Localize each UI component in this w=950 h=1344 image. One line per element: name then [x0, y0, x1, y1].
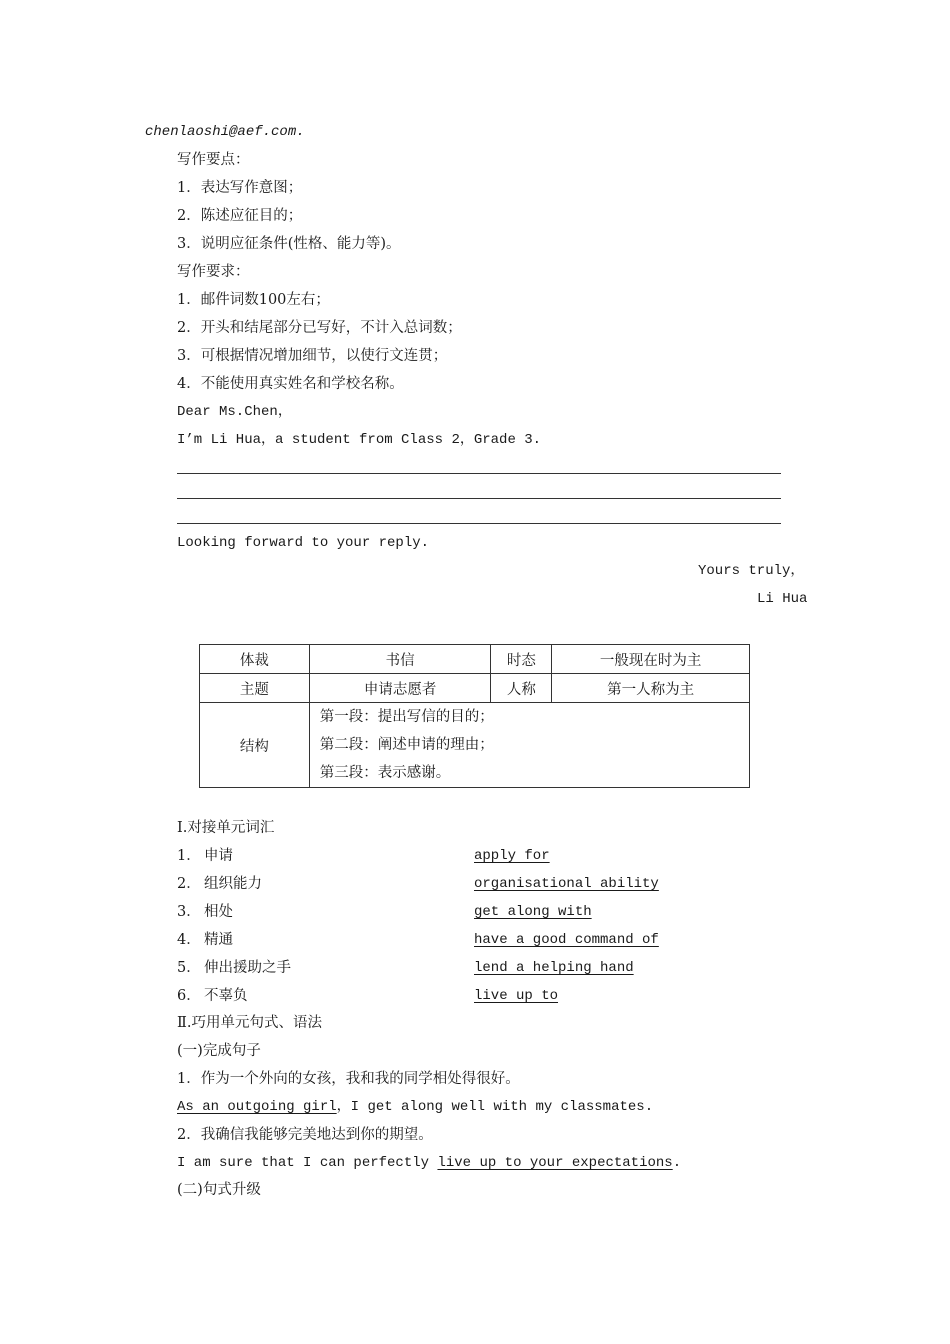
- vocab-chinese: 精通: [204, 932, 233, 948]
- vocab-chinese: 相处: [204, 904, 233, 920]
- subsection-heading: (一)完成句子: [177, 1043, 261, 1059]
- vocab-chinese: 申请: [204, 848, 233, 864]
- structure-cell: [309, 703, 749, 788]
- structure-line: 第三段：表示感谢。: [319, 765, 451, 781]
- structure-line: 第一段：提出写信的目的；: [319, 709, 494, 725]
- vocab-number: 4．: [177, 932, 201, 948]
- answer-line: [177, 523, 781, 524]
- vocab-chinese: 不辜负: [204, 988, 248, 1004]
- vocab-answer: lend a helping hand: [474, 960, 634, 976]
- vocab-answer: apply for: [474, 848, 550, 864]
- vocab-number: 6．: [177, 988, 201, 1004]
- analysis-table: [199, 644, 750, 788]
- vocab-number: 5．: [177, 960, 201, 976]
- table-cell-label: 体裁: [200, 645, 310, 674]
- requirements-heading: 写作要求：: [177, 264, 250, 280]
- letter-signoff: Yours truly，: [698, 563, 805, 579]
- table-row: [200, 674, 750, 703]
- vocab-number: 1．: [177, 848, 201, 864]
- email-address: chenlaoshi@aef.com.: [145, 124, 305, 140]
- table-row: [200, 703, 750, 788]
- vocab-chinese: 组织能力: [204, 876, 262, 892]
- table-cell-label: 主题: [200, 674, 310, 703]
- point-item: 1．表达写作意图；: [177, 180, 303, 196]
- letter-greeting: Dear Ms.Chen，: [177, 404, 292, 420]
- table-cell-label: 结构: [200, 703, 310, 788]
- requirement-item: 1．邮件词数100左右；: [177, 292, 330, 308]
- sentence-rest: ，I get along well with my classmates.: [336, 1099, 654, 1115]
- letter-closing: Looking forward to your reply.: [177, 535, 430, 551]
- letter-intro: I’m Li Hua，a student from Class 2，Grade 3.: [177, 432, 542, 448]
- requirement-item: 3．可根据情况增加细节，以使行文连贯；: [177, 348, 448, 364]
- grammar-heading: Ⅱ.巧用单元句式、语法: [177, 1015, 322, 1031]
- vocab-heading: Ⅰ.对接单元词汇: [177, 820, 275, 836]
- answer-line: [177, 498, 781, 499]
- question-answer-line: [177, 1153, 681, 1173]
- vocab-answer: get along with: [474, 904, 592, 920]
- vocab-answer: live up to: [474, 988, 559, 1004]
- table-cell-label: 人称: [491, 674, 552, 703]
- point-item: 3．说明应征条件(性格、能力等)。: [177, 236, 401, 252]
- table-cell-value: 申请志愿者: [309, 674, 491, 703]
- table-cell-value: 书信: [309, 645, 491, 674]
- sentence-start: I am sure that I can perfectly: [177, 1155, 438, 1171]
- requirement-item: 2．开头和结尾部分已写好，不计入总词数；: [177, 320, 462, 336]
- subsection-heading: (二)句式升级: [177, 1182, 261, 1198]
- letter-signature-name: Li Hua: [757, 591, 808, 607]
- question-chinese: 1．作为一个外向的女孩，我和我的同学相处得很好。: [177, 1071, 520, 1087]
- vocab-answer: organisational ability: [474, 876, 659, 892]
- structure-line: 第二段：阐述申请的理由；: [319, 737, 494, 753]
- answer-line: [177, 473, 781, 474]
- point-item: 2．陈述应征目的；: [177, 208, 303, 224]
- table-cell-value: 第一人称为主: [552, 674, 750, 703]
- answer-fill: live up to your expectations: [437, 1155, 673, 1171]
- points-heading: 写作要点：: [177, 152, 250, 168]
- sentence-end: .: [672, 1155, 682, 1171]
- answer-fill: As an outgoing girl: [177, 1099, 337, 1115]
- vocab-chinese: 伸出援助之手: [204, 960, 291, 976]
- table-row: [200, 645, 750, 674]
- vocab-number: 2．: [177, 876, 201, 892]
- vocab-answer: have a good command of: [474, 932, 659, 948]
- requirement-item: 4．不能使用真实姓名和学校名称。: [177, 376, 404, 392]
- table-cell-value: 一般现在时为主: [552, 645, 750, 674]
- question-answer-line: [177, 1097, 653, 1117]
- table-cell-label: 时态: [491, 645, 552, 674]
- question-chinese: 2．我确信我能够完美地达到你的期望。: [177, 1127, 433, 1143]
- vocab-number: 3．: [177, 904, 201, 920]
